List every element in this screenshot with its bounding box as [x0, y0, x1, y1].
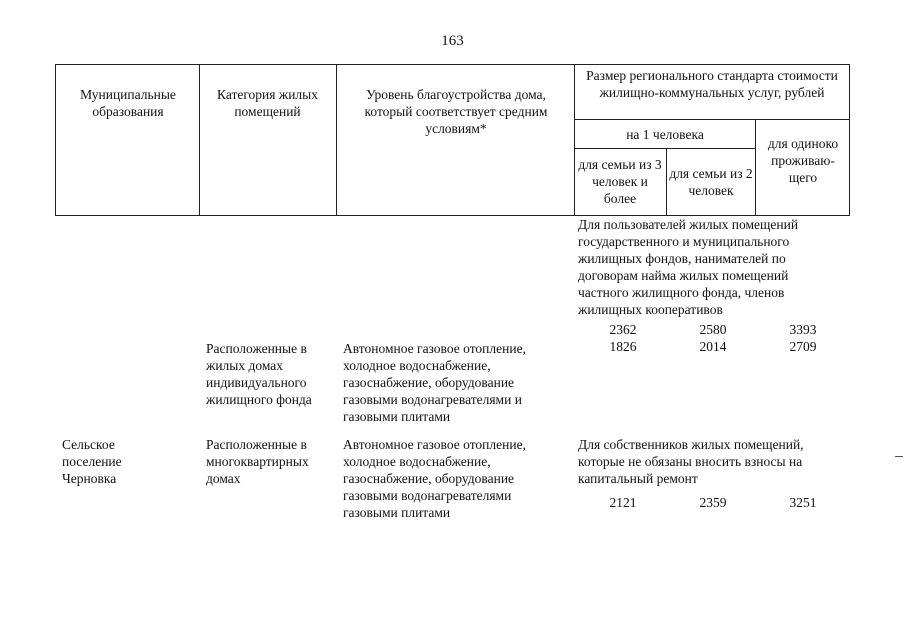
header-divider-5 [666, 148, 667, 216]
header-divider-h1 [574, 119, 850, 120]
row2-family3-value: 2121 [609, 495, 637, 510]
row1-category: Расположенные в жилых домах индивидуального жилищного фонда [206, 341, 312, 407]
header-border-top [55, 64, 850, 65]
row0-single-value: 3393 [789, 322, 817, 337]
row2-single-value: 3251 [789, 495, 817, 510]
scan-edge-mark [895, 456, 903, 457]
header-border-right [849, 64, 850, 216]
header-divider-4 [755, 119, 756, 216]
row2-category: Расположенные в многоквартирных домах [206, 437, 309, 486]
section-owners-text: Для собственников жилых помещений, которые не обязаны вносить взносы на капитальный ремонт [578, 437, 804, 486]
header-level: Уровень благоустройства дома, который соответствует средним условиям* [364, 87, 548, 136]
row1-level: Автономное газовое отопление, холодное водоснабжение, газоснабжение, оборудование газовыми водонагревателями и газовыми плитами [343, 341, 526, 424]
header-per-person: на 1 человека [626, 127, 704, 142]
header-category: Категория жилых помещений [217, 87, 318, 119]
header-divider-1 [199, 64, 200, 216]
row2-municipality: Сельское поселение Черновка [62, 437, 122, 486]
table-header [55, 64, 850, 216]
header-municipality: Муниципальные образования [80, 87, 176, 119]
header-family-3: для семьи из 3 человек и более [578, 157, 662, 206]
section-users-text: Для пользователей жилых помещений государственного и муниципального жилищных фондов, нанимателей по договорам найма жилых помещений частного жилищного фонда, членов жилищных кооперативов [578, 217, 799, 317]
header-standard-size: Размер регионального стандарта стоимости жилищно-коммунальных услуг, рублей [586, 68, 838, 100]
row1-family2-value: 2014 [699, 339, 727, 354]
header-family-2: для семьи из 2 человек [669, 166, 753, 198]
header-divider-h2 [574, 148, 756, 149]
header-divider-3 [574, 64, 575, 216]
row1-family3-value: 1826 [609, 339, 637, 354]
row1-single-value: 2709 [789, 339, 817, 354]
row2-family2-value: 2359 [699, 495, 727, 510]
header-divider-2 [336, 64, 337, 216]
page-number: 163 [441, 33, 464, 49]
row2-level: Автономное газовое отопление, холодное водоснабжение, газоснабжение, оборудование газовыми водонагревателями газовыми плитами [343, 437, 526, 520]
header-single: для одиноко проживаю-щего [767, 136, 839, 185]
header-border-left [55, 64, 56, 216]
row0-family2-value: 2580 [699, 322, 727, 337]
row0-family3-value: 2362 [609, 322, 637, 337]
